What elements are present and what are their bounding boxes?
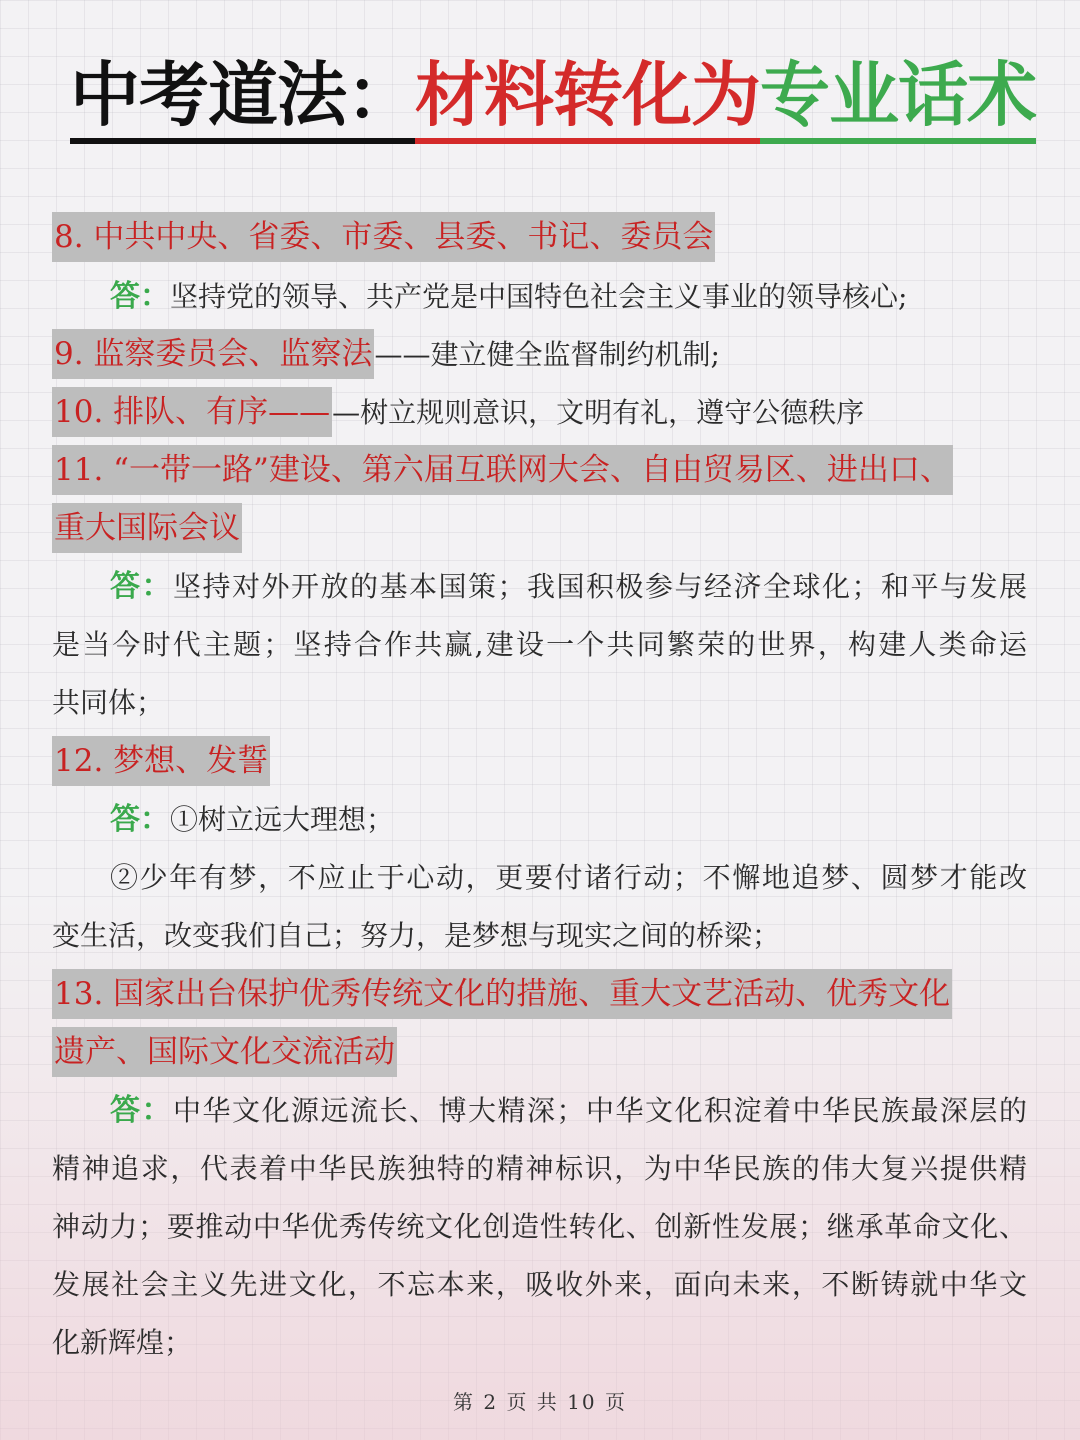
item-9-line bbox=[52, 329, 720, 379]
item-10-line bbox=[52, 387, 864, 437]
item-13-heading-line-1 bbox=[52, 969, 952, 1019]
item-11-answer-3: 共同体； bbox=[52, 686, 165, 719]
title-part-green: 专业话术 bbox=[760, 52, 1036, 144]
item-12-answer-3: 变生活，改变我们自己；努力，是梦想与现实之间的桥梁； bbox=[52, 919, 781, 952]
item-8-answer-line bbox=[110, 272, 907, 322]
item-11-heading-line-2 bbox=[52, 503, 242, 553]
title-part-red: 材料转化为 bbox=[415, 52, 760, 144]
item-9-heading: 9. 监察委员会、监察法 bbox=[52, 329, 374, 379]
item-13-answer-4: 发展社会主义先进文化，不忘本来，吸收外来，面向未来，不断铸就中华文 bbox=[52, 1268, 1027, 1301]
item-13-heading-line-2 bbox=[52, 1027, 397, 1077]
item-13-answer-3: 神动力；要推动中华优秀传统文化创造性转化、创新性发展；继承革命文化、 bbox=[52, 1210, 1027, 1243]
item-8-heading-line bbox=[52, 212, 715, 262]
item-9-text: ——建立健全监督制约机制; bbox=[374, 338, 720, 371]
item-10-text: —树立规则意识，文明有礼，遵守公德秩序 bbox=[332, 396, 865, 429]
item-13-heading-2: 遗产、国际文化交流活动 bbox=[52, 1027, 397, 1077]
title-part-black: 中考道法： bbox=[70, 52, 415, 144]
item-11-answer-line-2 bbox=[52, 620, 1027, 670]
item-11-answer-line-1 bbox=[110, 562, 1027, 612]
item-11-answer-line-3 bbox=[52, 678, 164, 728]
item-13-answer-line-3 bbox=[52, 1202, 1027, 1252]
item-13-heading-1: 13. 国家出台保护优秀传统文化的措施、重大文艺活动、优秀文化 bbox=[52, 969, 952, 1019]
answer-label: 答： bbox=[110, 569, 173, 604]
item-10-heading: 10. 排队、有序—— bbox=[52, 387, 332, 437]
item-13-answer-2: 精神追求，代表着中华民族独特的精神标识，为中华民族的伟大复兴提供精 bbox=[52, 1152, 1027, 1185]
item-12-heading-line bbox=[52, 736, 270, 786]
item-11-answer-2: 是当今时代主题；坚持合作共赢,建设一个共同繁荣的世界，构建人类命运 bbox=[52, 628, 1027, 661]
item-13-answer-5: 化新辉煌； bbox=[52, 1326, 193, 1359]
item-12-answer-line-1 bbox=[110, 795, 394, 845]
page-number-footer: 第 2 页 共 10 页 bbox=[453, 1390, 627, 1414]
item-12-answer-1: ①树立远大理想； bbox=[170, 803, 395, 836]
answer-label: 答： bbox=[110, 279, 170, 314]
item-12-heading: 12. 梦想、发誓 bbox=[52, 736, 270, 786]
item-12-answer-2: ②少年有梦，不应止于心动，更要付诸行动；不懈地追梦、圆梦才能改 bbox=[110, 861, 1027, 894]
item-8-heading: 8. 中共中央、省委、市委、县委、书记、委员会 bbox=[52, 212, 715, 262]
item-12-answer-line-3 bbox=[52, 911, 780, 961]
item-11-heading-2: 重大国际会议 bbox=[52, 503, 242, 553]
item-11-answer-1: 坚持对外开放的基本国策；我国积极参与经济全球化；和平与发展 bbox=[173, 570, 1027, 603]
item-13-answer-line-1 bbox=[110, 1086, 1027, 1136]
item-13-answer-line-5 bbox=[52, 1318, 192, 1368]
answer-label: 答： bbox=[110, 802, 170, 837]
item-11-heading-line-1 bbox=[52, 445, 953, 495]
page-title bbox=[70, 52, 1036, 142]
item-11-heading-1: 11. “一带一路”建设、第六届互联网大会、自由贸易区、进出口、 bbox=[52, 445, 953, 495]
item-13-answer-line-4 bbox=[52, 1260, 1027, 1310]
item-13-answer-line-2 bbox=[52, 1144, 1027, 1194]
item-12-answer-line-2 bbox=[110, 853, 1027, 903]
answer-label: 答： bbox=[110, 1093, 173, 1128]
item-13-answer-1: 中华文化源远流长、博大精深；中华文化积淀着中华民族最深层的 bbox=[173, 1094, 1027, 1127]
item-8-answer-text: 坚持党的领导、共产党是中国特色社会主义事业的领导核心; bbox=[170, 280, 908, 313]
